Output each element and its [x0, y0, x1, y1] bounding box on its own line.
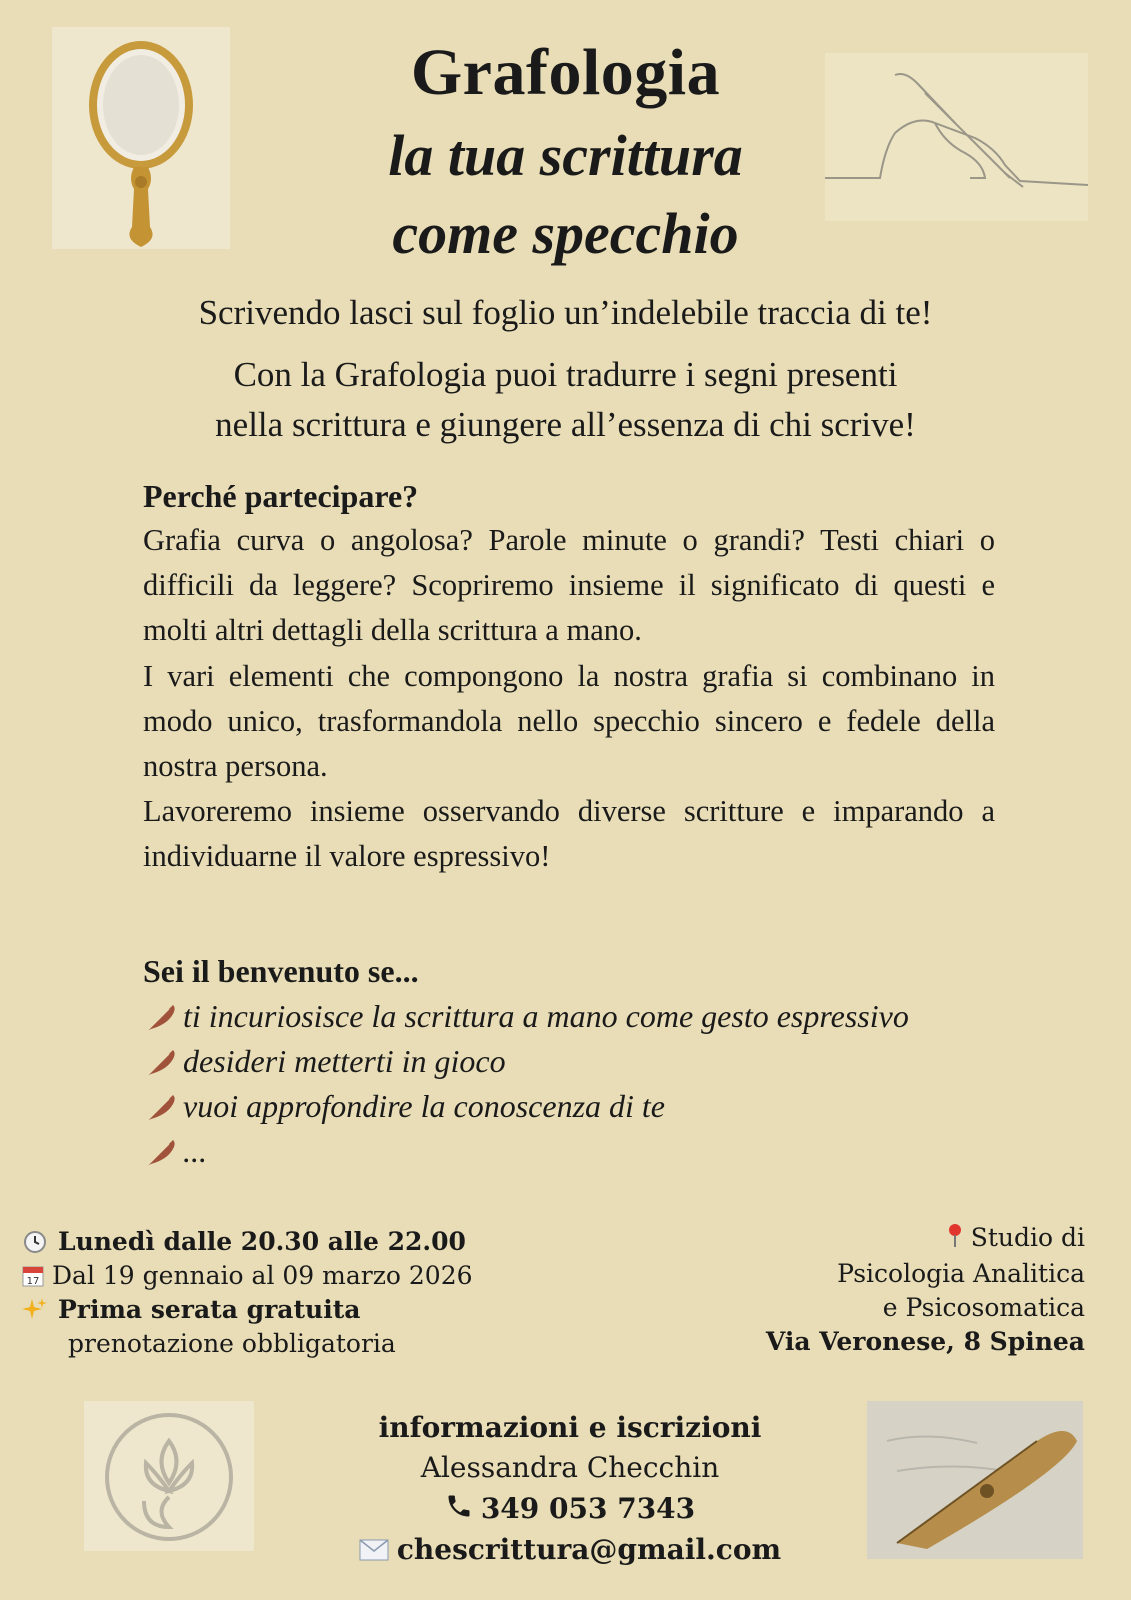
fountain-pen-image	[867, 1401, 1083, 1559]
welcome-list	[143, 994, 1043, 1174]
location-line-2: Psicologia Analitica	[837, 1259, 1085, 1288]
list-item	[143, 1084, 1043, 1129]
list-item-text: ...	[183, 1133, 207, 1169]
contact-name: Alessandra Checchin	[420, 1451, 720, 1484]
phone-icon	[445, 1491, 473, 1531]
time-row	[20, 1225, 540, 1259]
clock-icon	[20, 1228, 50, 1256]
feather-icon	[143, 999, 179, 1035]
why-paragraph: Grafia curva o angolosa? Parole minute o grandi? Testi chiari o difficili da leggere? Scopriremo insieme il significato di questi e molti altri dettagli della scrittura a mano.	[143, 523, 995, 648]
why-paragraph: I vari elementi che compongono la nostra grafia si combinano in modo unico, trasformandola nello specchio sincero e fedele della nostra persona.	[143, 658, 995, 784]
why-body	[143, 518, 995, 880]
list-item	[143, 994, 1043, 1039]
booking-text: prenotazione obbligatoria	[68, 1329, 396, 1358]
feather-icon	[143, 1134, 179, 1170]
intro-paragraph	[0, 350, 1131, 450]
list-item-text: ti incuriosisce la scrittura a mano come gesto espressivo	[183, 998, 909, 1034]
list-item-text: vuoi approfondire la conoscenza di te	[183, 1088, 665, 1124]
free-row	[20, 1293, 540, 1327]
location-line-1-row	[665, 1221, 1085, 1257]
email-row[interactable]	[340, 1530, 800, 1572]
dates-row	[20, 1259, 540, 1293]
feather-icon	[143, 1044, 179, 1080]
location-info	[665, 1221, 1085, 1359]
welcome-heading: Sei il benvenuto se...	[143, 953, 419, 989]
sparkles-icon	[20, 1296, 50, 1324]
schedule-info	[20, 1225, 540, 1361]
time-text: Lunedì dalle 20.30 alle 22.00	[58, 1227, 466, 1256]
page-title: Grafologia	[410, 36, 721, 109]
list-item	[143, 1129, 1043, 1174]
email-icon	[359, 1532, 389, 1572]
intro-line-3: nella scrittura e giungere all’essenza di chi scrive!	[215, 405, 916, 444]
location-line-1: Studio di	[970, 1223, 1085, 1252]
phone-number: 349 053 7343	[480, 1492, 696, 1525]
location-address: Via Veronese, 8 Spinea	[765, 1327, 1085, 1356]
feather-icon	[143, 1089, 179, 1125]
subtitle-line-1: la tua scrittura	[388, 123, 743, 188]
intro-line-1: Scrivendo lasci sul foglio un’indelebile traccia di te!	[198, 293, 933, 332]
phone-row[interactable]	[340, 1489, 800, 1531]
subtitle-line-2: come specchio	[392, 201, 739, 266]
calendar-day: 17	[26, 1276, 40, 1287]
lotus-logo-image	[84, 1401, 254, 1551]
location-line-3: e Psicosomatica	[882, 1293, 1085, 1322]
contacts-heading: informazioni e iscrizioni	[378, 1411, 762, 1444]
pin-icon	[947, 1222, 963, 1257]
email-address: chescrittura@gmail.com	[396, 1533, 782, 1566]
intro-line-2: Con la Grafologia puoi tradurre i segni presenti	[233, 355, 898, 394]
list-item-text: desideri metterti in gioco	[183, 1043, 506, 1079]
free-evening-text: Prima serata gratuita	[58, 1295, 361, 1324]
why-paragraph: Lavoreremo insieme osservando diverse scritture e imparando a individuarne il valore espressivo!	[143, 794, 995, 874]
dates-text: Dal 19 gennaio al 09 marzo 2026	[52, 1261, 473, 1290]
list-item	[143, 1039, 1043, 1084]
calendar-icon	[20, 1262, 46, 1290]
why-heading: Perché partecipare?	[143, 478, 419, 514]
